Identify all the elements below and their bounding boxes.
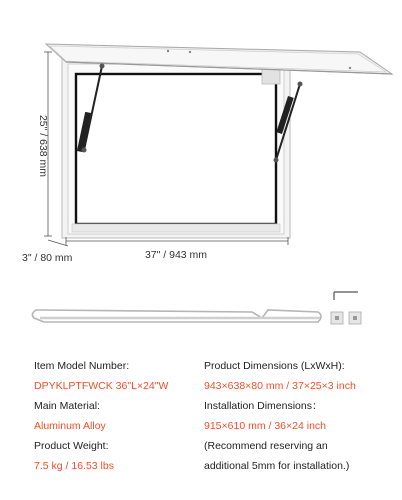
installation-note-line1: (Recommend reserving an bbox=[204, 440, 328, 452]
spec-table bbox=[0, 352, 402, 500]
height-label: 25" / 638 mm bbox=[37, 114, 49, 178]
installation-dimensions-label: Installation Dimensions： bbox=[204, 400, 323, 412]
product-weight-value: 7.5 kg / 16.53 lbs bbox=[34, 460, 114, 472]
hinge-rod-part bbox=[32, 310, 321, 322]
installation-note-line2: additional 5mm for installation.) bbox=[204, 460, 350, 472]
l-bracket-part bbox=[334, 292, 358, 300]
bracket-part bbox=[331, 312, 361, 324]
main-material-value: Aluminum Alloy bbox=[34, 420, 106, 432]
product-dimensions-label: Product Dimensions (LxWxH): bbox=[204, 360, 345, 372]
model-number-value: DPYKLPTFWCK 36"L×24"W bbox=[34, 380, 169, 392]
width-label: 37" / 943 mm bbox=[144, 249, 208, 261]
model-number-label: Item Model Number: bbox=[34, 360, 130, 372]
main-material-label: Main Material: bbox=[34, 400, 100, 412]
window-product-illustration bbox=[46, 44, 392, 238]
installation-dimensions-value: 915×610 mm / 36×24 inch bbox=[204, 420, 327, 432]
product-weight-label: Product Weight: bbox=[34, 440, 109, 452]
depth-dimension-line bbox=[48, 240, 68, 246]
product-dimensions-value: 943×638×80 mm / 37×25×3 inch bbox=[204, 380, 356, 392]
depth-label: 3" / 80 mm bbox=[22, 252, 73, 264]
